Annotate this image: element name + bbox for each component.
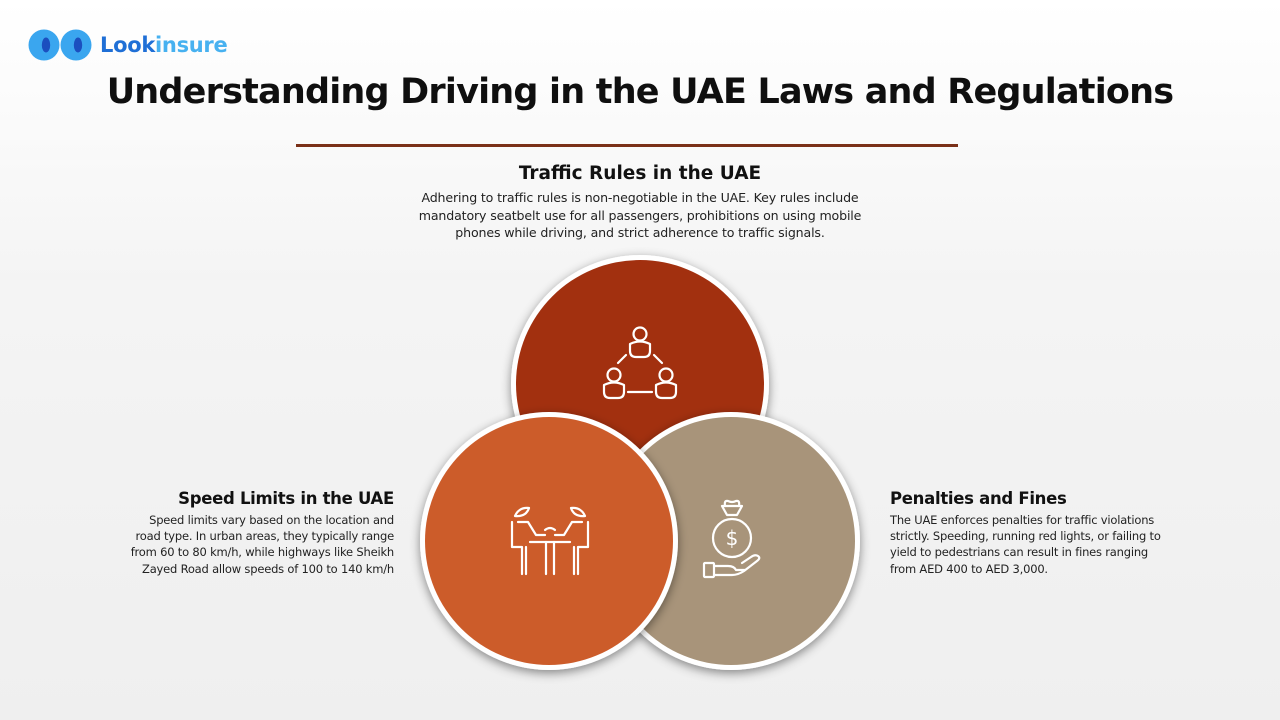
penalties-line: from AED 400 to AED 3,000. xyxy=(890,561,1048,576)
traffic-rules-line: mandatory seatbelt use for all passengers, prohibitions on using mobile xyxy=(418,207,862,223)
speed-limits-line: road type. In urban areas, they typically range xyxy=(135,529,394,544)
brand-word-look: Look xyxy=(100,33,156,57)
penalties-line: strictly. Speeding, running red lights, or failing to xyxy=(890,529,1161,544)
speed-limits-line: from 60 to 80 km/h, while highways like Sheikh xyxy=(130,545,394,560)
svg-text:$: $ xyxy=(725,526,739,550)
speed-limits-line: Speed limits vary based on the location and xyxy=(149,513,394,527)
speed-limits-heading: Speed Limits in the UAE xyxy=(178,489,394,508)
traffic-rules-heading: Traffic Rules in the UAE xyxy=(518,163,762,184)
penalties-heading: Penalties and Fines xyxy=(890,489,1067,508)
penalties-line: yield to pedestrians can result in fines ranging xyxy=(890,545,1149,560)
brand-word-insure: insure xyxy=(155,33,228,57)
traffic-rules-line: phones while driving, and strict adherence to traffic signals. xyxy=(455,225,825,240)
page-title: Understanding Driving in the UAE Laws and Regulations xyxy=(106,72,1174,112)
traffic-rules-line: Adhering to traffic rules is non-negotiable in the UAE. Key rules include xyxy=(421,190,859,205)
penalties-line: The UAE enforces penalties for traffic violations xyxy=(890,513,1155,527)
speed-limits-line: Zayed Road allow speeds of 100 to 140 km/h xyxy=(142,561,394,576)
